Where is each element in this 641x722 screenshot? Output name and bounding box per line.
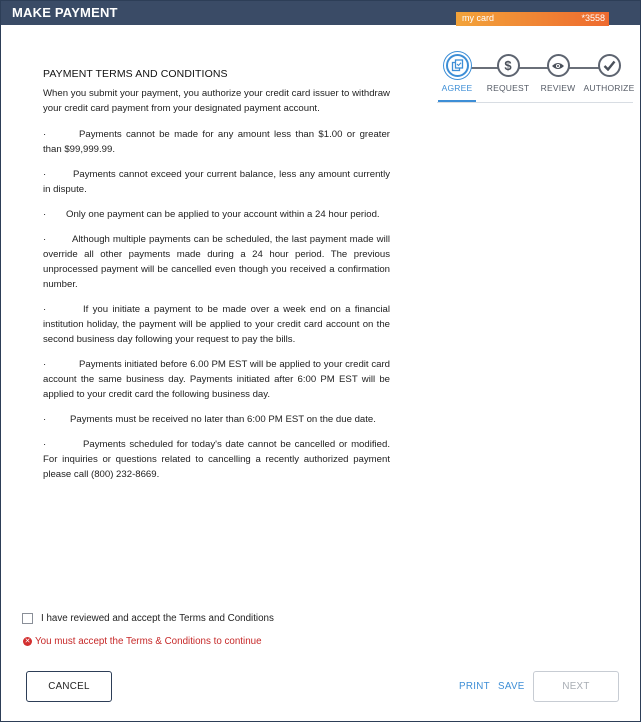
accept-terms-checkbox[interactable] [22, 613, 33, 624]
step-label: AGREE [441, 83, 473, 93]
terms-item: · Payments cannot be made for any amount less than $1.00 or greater than $99,999.99. [43, 129, 390, 155]
next-button[interactable]: NEXT [533, 671, 619, 702]
step-authorize [579, 54, 639, 93]
bullet: · [43, 439, 47, 450]
terms-item: · Although multiple payments can be scheduled, the last payment made will override all other payments made during a 24 hour period. The previous unprocessed payment will be cancelled even though you received a confirmation number. [43, 234, 390, 290]
agree-icon [446, 54, 469, 77]
accept-terms-label[interactable]: I have reviewed and accept the Terms and Conditions [41, 613, 274, 624]
card-name: my card [462, 13, 495, 23]
step-label: REVIEW [540, 83, 576, 93]
step-label: REQUEST [486, 83, 530, 93]
bullet: · [43, 234, 47, 245]
terms-item: · If you initiate a payment to be made over a week end on a financial institution holiday, the payment will be applied to your credit card account on the second business day following your request to pay the bills. [43, 304, 390, 345]
check-icon [598, 54, 621, 77]
error-message: You must accept the Terms & Conditions to continue [35, 636, 262, 647]
error-message-row [23, 636, 262, 647]
save-link[interactable]: SAVE [498, 681, 525, 692]
cancel-button[interactable]: CANCEL [26, 671, 112, 702]
terms-item: · Payments initiated before 6.00 PM EST will be applied to your credit card account the same business day. Payments initiated after 6:00 PM EST will be applied to your credit card the following business day. [43, 359, 390, 400]
terms-heading: PAYMENT TERMS AND CONDITIONS [43, 68, 228, 80]
card-tag [456, 12, 609, 26]
bullet: · [43, 359, 47, 370]
bullet: · [43, 209, 47, 220]
bullet: · [43, 304, 47, 315]
dialog-title: MAKE PAYMENT [12, 5, 118, 20]
accept-terms-row[interactable] [22, 613, 274, 624]
terms-item: · Only one payment can be applied to your account within a 24 hour period. [43, 209, 380, 220]
terms-item: · Payments cannot exceed your current balance, less any amount currently in dispute. [43, 169, 390, 195]
bullet: · [43, 169, 47, 180]
print-link[interactable]: PRINT [459, 681, 490, 692]
eye-icon [547, 54, 570, 77]
error-icon: ✕ [24, 638, 31, 645]
bullet: · [43, 414, 47, 425]
step-label: AUTHORIZE [583, 83, 635, 93]
card-number: *3558 [581, 13, 605, 23]
bullet: · [43, 129, 47, 140]
title-bar [1, 1, 640, 25]
terms-intro: When you submit your payment, you authorize your credit card issuer to withdraw your credit card payment from your designated payment account. [43, 88, 390, 114]
terms-item: · Payments scheduled for today's date cannot be cancelled or modified. For inquiries or questions related to cancelling a recently authorized payment please call (800) 232-8669. [43, 439, 390, 480]
step-divider [437, 102, 633, 103]
progress-steps [437, 53, 637, 113]
terms-content [43, 67, 390, 492]
terms-item: · Payments must be received no later than 6:00 PM EST on the due date. [43, 414, 376, 425]
dollar-icon: $ [497, 54, 520, 77]
